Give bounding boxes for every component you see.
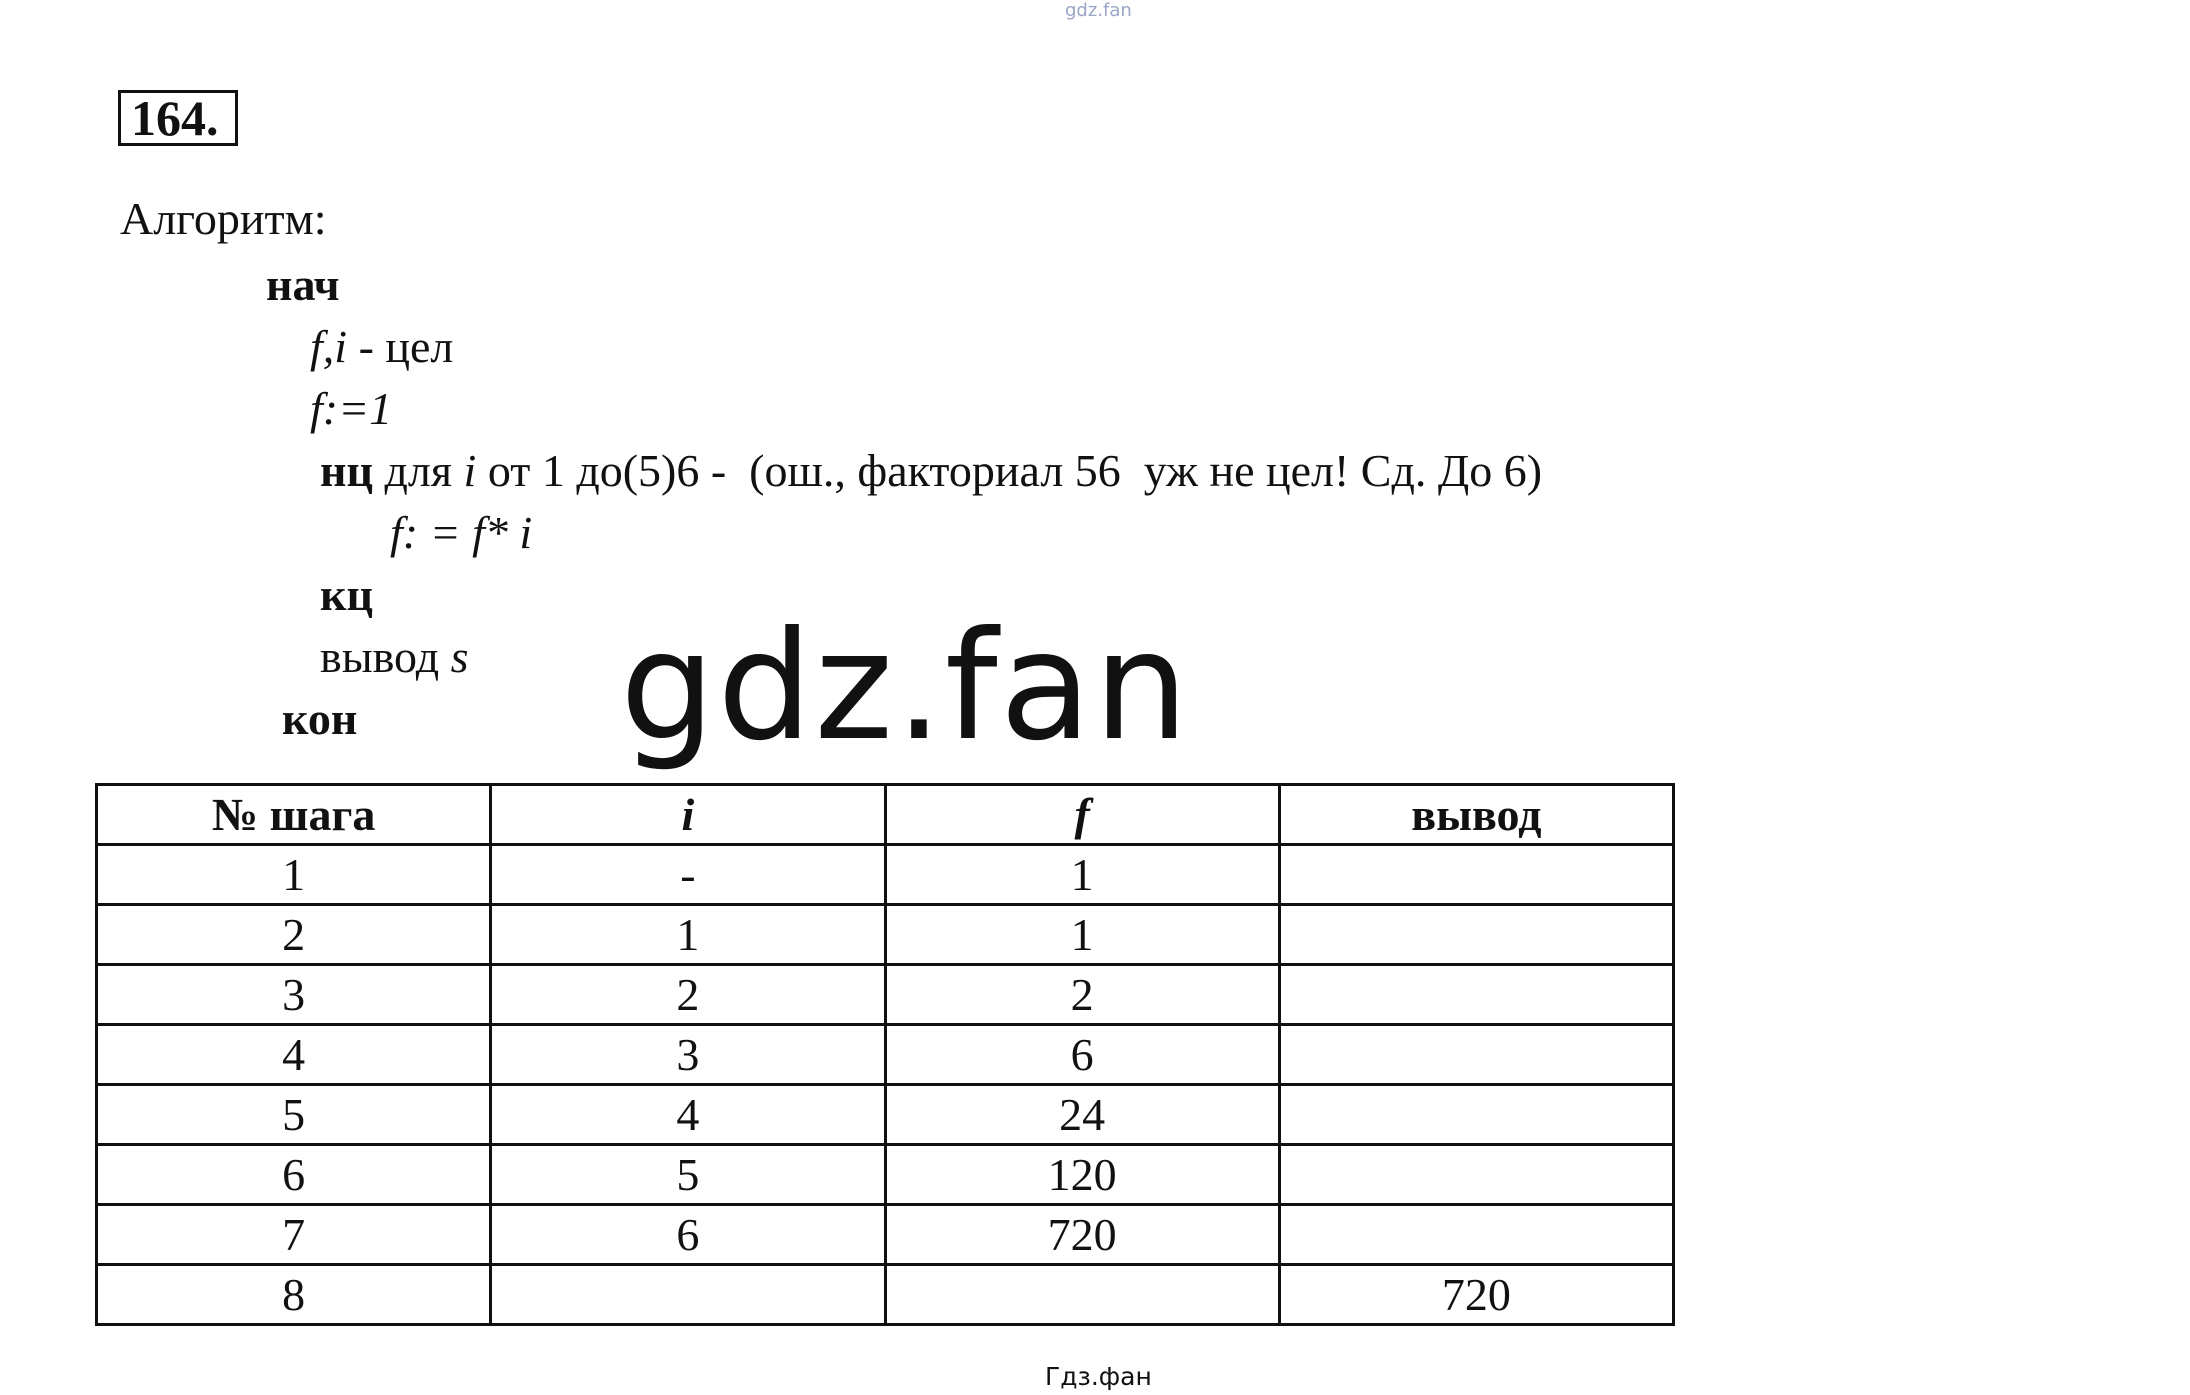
cell-f: [885, 1265, 1279, 1325]
cell-output: [1279, 845, 1673, 905]
cell-output: [1279, 1085, 1673, 1145]
cell-i: 3: [491, 1025, 885, 1085]
output-var: s: [450, 631, 469, 682]
cell-i: 4: [491, 1085, 885, 1145]
cell-output: [1279, 905, 1673, 965]
code-end: кон: [282, 693, 358, 744]
table-row: [97, 905, 1674, 965]
cell-step: 6: [97, 1145, 491, 1205]
cell-f: 120: [885, 1145, 1279, 1205]
header-step: № шага: [97, 785, 491, 845]
cell-i: [491, 1265, 885, 1325]
cell-f: 6: [885, 1025, 1279, 1085]
code-loop-body: f: = f* i: [390, 507, 533, 558]
cell-output: [1279, 1025, 1673, 1085]
cell-output: 720: [1279, 1265, 1673, 1325]
cell-output: [1279, 965, 1673, 1025]
code-loop-end: кц: [320, 569, 374, 620]
cell-f: 2: [885, 965, 1279, 1025]
table-header-row: [97, 785, 1674, 845]
cell-i: 1: [491, 905, 885, 965]
cell-step: 5: [97, 1085, 491, 1145]
cell-step: 2: [97, 905, 491, 965]
cell-step: 8: [97, 1265, 491, 1325]
cell-f: 720: [885, 1205, 1279, 1265]
cell-f: 1: [885, 845, 1279, 905]
table-row: [97, 1145, 1674, 1205]
code-begin: нач: [266, 259, 340, 310]
cell-output: [1279, 1205, 1673, 1265]
cell-i: 2: [491, 965, 885, 1025]
header-output: вывод: [1279, 785, 1673, 845]
decl-type: - цел: [347, 321, 454, 372]
cell-i: 5: [491, 1145, 885, 1205]
table-row: [97, 1025, 1674, 1085]
cell-output: [1279, 1145, 1673, 1205]
cell-step: 4: [97, 1025, 491, 1085]
loop-keyword: нц: [320, 445, 374, 496]
algorithm-heading: Алгоритм:: [120, 193, 327, 244]
table-row: [97, 1205, 1674, 1265]
code-output: [320, 631, 469, 682]
header-i: i: [491, 785, 885, 845]
cell-f: 1: [885, 905, 1279, 965]
table-row: [97, 965, 1674, 1025]
code-assign-f: f:=1: [310, 383, 393, 434]
top-watermark: gdz.fan: [1065, 0, 1132, 21]
header-f: f: [885, 785, 1279, 845]
loop-var: i: [463, 445, 477, 496]
cell-i: -: [491, 845, 885, 905]
table-row: [97, 1265, 1674, 1325]
cell-step: 3: [97, 965, 491, 1025]
decl-vars: f,i: [310, 321, 348, 372]
big-watermark: gdz.fan: [620, 600, 1191, 774]
table-row: [97, 1085, 1674, 1145]
cell-step: 7: [97, 1205, 491, 1265]
task-number-box: 164.: [118, 90, 238, 146]
output-word: вывод: [320, 631, 451, 682]
loop-rest: от 1 до(5)6 - (ош., факториал 56 уж не цел! Сд. До 6): [476, 445, 1543, 496]
cell-step: 1: [97, 845, 491, 905]
cell-f: 24: [885, 1085, 1279, 1145]
bottom-watermark: Гдз.фан: [1045, 1362, 1152, 1391]
table-row: [97, 845, 1674, 905]
code-declaration: [310, 321, 454, 372]
trace-table: [95, 783, 1675, 1326]
cell-i: 6: [491, 1205, 885, 1265]
loop-for: для: [373, 445, 464, 496]
code-loop-header: [320, 445, 1543, 496]
